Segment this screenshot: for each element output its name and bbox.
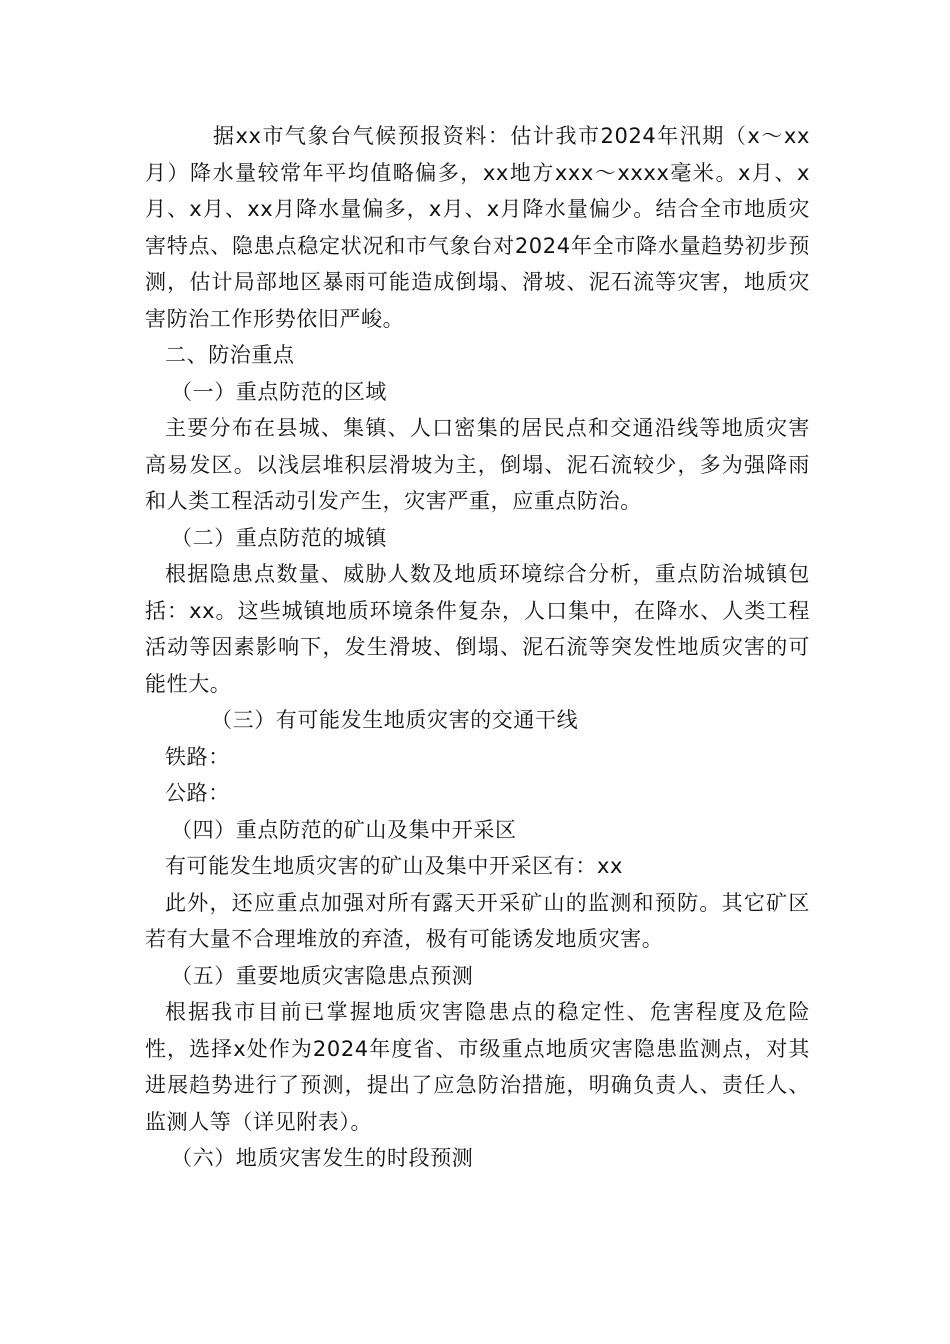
paragraph-mines-list: 有可能发生地质灾害的矿山及集中开采区有：xx xyxy=(165,854,624,878)
subheading-key-areas: （一）重点防范的区域 xyxy=(171,379,387,404)
line-railway: 铁路： xyxy=(165,744,230,769)
intro-paragraph: 据xx市气象台气候预报资料：估计我市2024年汛期（x～xx月）降水量较常年平均值略偏多，xx地方xxx～xxxx毫米。x月、x月、x月、xx月降水量偏多，x月、x月降水量偏少。结合全市地质灾害特点、隐患点稳定状况和市气象台对2024年全市降水量趋势初步预测，估计局部地区暴雨可能造成倒塌、滑坡、泥石流等灾害，地质灾害防治工作形势依旧严峻。 xyxy=(145,124,810,331)
subheading-mines: （四）重点防范的矿山及集中开采区 xyxy=(171,817,517,842)
document-body xyxy=(145,118,810,1177)
paragraph-mines-monitoring: 此外，还应重点加强对所有露天开采矿山的监测和预防。其它矿区若有大量不合理堆放的弃渣，极有可能诱发地质灾害。 xyxy=(145,890,810,951)
subheading-hazard-points: （五）重要地质灾害隐患点预测 xyxy=(171,963,474,988)
paragraph-key-areas: 主要分布在县城、集镇、人口密集的居民点和交通沿线等地质灾害高易发区。以浅层堆积层滑坡为主，倒塌、泥石流较少，多为强降雨和人类工程活动引发产生，灾害严重，应重点防治。 xyxy=(145,416,810,513)
line-highway: 公路： xyxy=(165,781,230,805)
subheading-traffic-lines: （三）有可能发生地质灾害的交通干线 xyxy=(211,708,579,732)
subheading-time-prediction: （六）地质灾害发生的时段预测 xyxy=(171,1146,474,1170)
paragraph-hazard-points: 根据我市目前已掌握地质灾害隐患点的稳定性、危害程度及危险性，选择x处作为2024年度省、市级重点地质灾害隐患监测点，对其进展趋势进行了预测，提出了应急防治措施，明确负责人、责任人、监测人等（详见附表）。 xyxy=(145,1000,810,1134)
paragraph-key-towns: 根据隐患点数量、威胁人数及地质环境综合分析，重点防治城镇包括：xx。这些城镇地质环境条件复杂，人口集中，在降水、人类工程活动等因素影响下，发生滑坡、倒塌、泥石流等突发性地质灾害的可能性大。 xyxy=(145,562,810,696)
subheading-key-towns: （二）重点防范的城镇 xyxy=(171,525,387,550)
section-heading-prevention-focus: 二、防治重点 xyxy=(165,343,295,367)
